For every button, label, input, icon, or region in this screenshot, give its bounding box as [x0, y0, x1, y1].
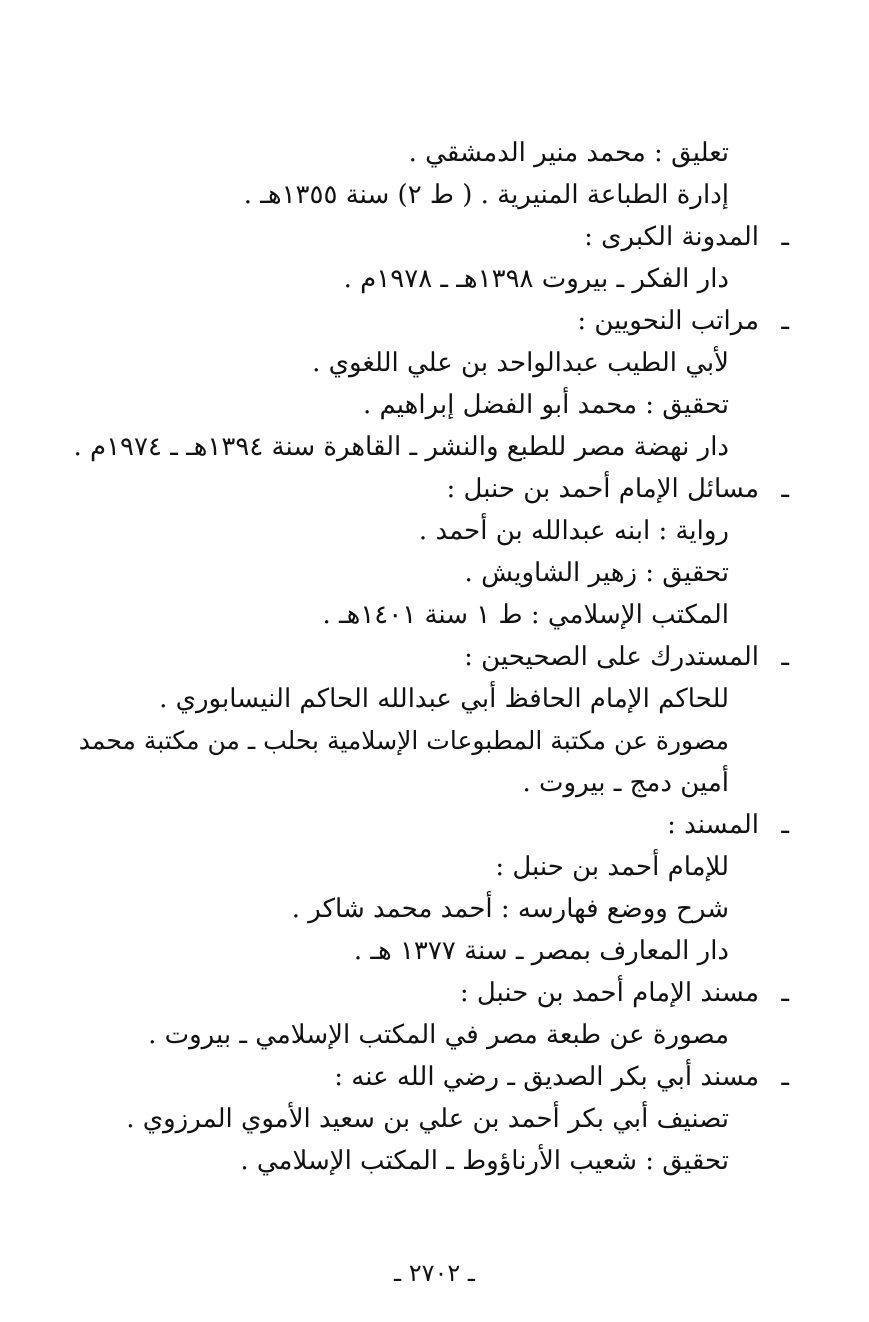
- entry-heading: المدونة الكبرى :: [584, 222, 759, 252]
- entry-heading: المستدرك على الصحيحين :: [464, 642, 759, 672]
- entry-line: أمين دمج ـ بيروت .: [522, 768, 729, 798]
- entry-line: إدارة الطباعة المنيرية . ( ط ٢) سنة ١٣٥٥هـ .: [243, 180, 729, 210]
- entry-line: مصورة عن مكتبة المطبوعات الإسلامية بحلب ـ من مكتبة محمد: [78, 726, 729, 755]
- entry-line: تحقيق : زهير الشاويش .: [464, 558, 729, 588]
- page-number: ـ ٢٧٠٢ ـ: [394, 1259, 475, 1287]
- entry-heading: مسند الإمام أحمد بن حنبل :: [459, 978, 759, 1008]
- entry-line: للحاكم الإمام الحافظ أبي عبدالله الحاكم النيسابوري .: [159, 684, 729, 714]
- entry-line: شرح ووضع فهارسه : أحمد محمد شاكر .: [291, 894, 729, 924]
- entry-line: دار نهضة مصر للطبع والنشر ـ القاهرة سنة ١٣٩٤هـ ـ ١٩٧٤م .: [73, 432, 729, 462]
- entry-bullet: ـ: [781, 1062, 789, 1092]
- entry-line: دار الفكر ـ بيروت ١٣٩٨هـ ـ ١٩٧٨م .: [343, 264, 729, 294]
- entry-heading: مسند أبي بكر الصديق ـ رضي الله عنه :: [334, 1062, 759, 1092]
- entry-heading: المسند :: [667, 810, 759, 840]
- entry-line: تعليق : محمد منير الدمشقي .: [408, 138, 729, 168]
- entry-bullet: ـ: [781, 642, 789, 672]
- entry-line: رواية : ابنه عبدالله بن أحمد .: [418, 516, 729, 546]
- entry-bullet: ـ: [781, 474, 789, 504]
- entry-line: لأبي الطيب عبدالواحد بن علي اللغوي .: [312, 348, 729, 378]
- entry-line: تحقيق : شعيب الأرناؤوط ـ المكتب الإسلامي .: [240, 1146, 729, 1176]
- entry-heading: مسائل الإمام أحمد بن حنبل :: [446, 474, 759, 504]
- entry-bullet: ـ: [781, 978, 789, 1008]
- entry-line: دار المعارف بمصر ـ سنة ١٣٧٧ هـ .: [353, 936, 729, 966]
- entry-line: المكتب الإسلامي : ط ١ سنة ١٤٠١هـ .: [322, 600, 729, 630]
- entry-line: مصورة عن طبعة مصر في المكتب الإسلامي ـ بيروت .: [148, 1020, 729, 1050]
- entry-bullet: ـ: [781, 810, 789, 840]
- entry-line: تصنيف أبي بكر أحمد بن علي بن سعيد الأموي المرزوي .: [126, 1104, 729, 1134]
- entry-bullet: ـ: [781, 222, 789, 252]
- entry-line: للإمام أحمد بن حنبل :: [495, 852, 729, 882]
- entry-line: تحقيق : محمد أبو الفضل إبراهيم .: [362, 390, 729, 420]
- entry-bullet: ـ: [781, 306, 789, 336]
- entry-heading: مراتب النحويين :: [577, 306, 759, 336]
